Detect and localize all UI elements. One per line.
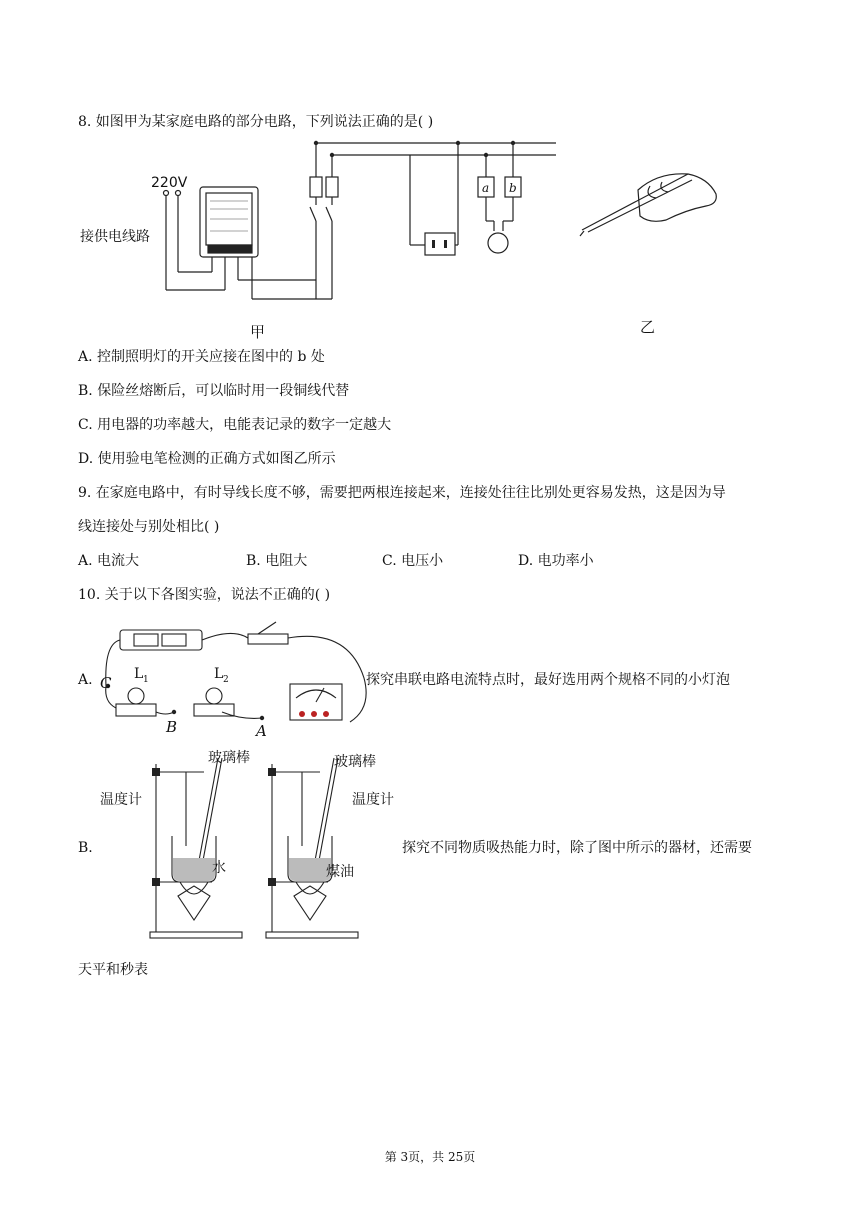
lamp-l1-label: L <box>134 666 144 682</box>
q10-option-b-text-line2: 天平和秒表 <box>78 962 148 978</box>
left-rod-label: 玻璃棒 <box>208 750 250 766</box>
point-a-label: A <box>256 722 267 740</box>
q9-option-a: A. 电流大 <box>78 553 140 569</box>
left-liquid-label: 水 <box>212 860 226 876</box>
switch-a-label: a <box>482 181 490 195</box>
q8-option-d: D. 使用验电笔检测的正确方式如图乙所示 <box>78 451 336 467</box>
q8-figure-jia <box>70 135 570 345</box>
lamp-l2-label: L <box>214 666 224 682</box>
figure-caption-yi: 乙 <box>640 318 656 336</box>
lamp-l2-subscript: 2 <box>223 675 229 685</box>
q10-option-a-text: 探究串联电路电流特点时，最好选用两个规格不同的小灯泡 <box>366 672 730 688</box>
lamp-l1-subscript: 1 <box>143 675 149 685</box>
q9-stem-line2: 线连接处与别处相比( ) <box>78 519 220 535</box>
right-thermometer-label: 温度计 <box>352 792 394 808</box>
q8-option-b: B. 保险丝熔断后，可以临时用一段铜线代替 <box>78 383 350 399</box>
q8-stem: 8. 如图甲为某家庭电路的部分电路，下列说法正确的是( ) <box>78 114 434 130</box>
figure-caption-jia: 甲 <box>250 323 266 341</box>
q10-option-a-label: A. <box>78 672 93 688</box>
point-c-label: C <box>100 674 112 692</box>
left-thermometer-label: 温度计 <box>100 792 142 808</box>
q8-option-c: C. 用电器的功率越大，电能表记录的数字一定越大 <box>78 417 392 433</box>
page-footer: 第 3页，共 25页 <box>384 1150 476 1164</box>
q10-series-circuit-figure <box>96 616 368 740</box>
voltage-label: 220V <box>151 175 188 191</box>
right-liquid-label: 煤油 <box>326 864 354 880</box>
q9-option-b: B. 电阻大 <box>246 553 308 569</box>
q10-stem: 10. 关于以下各图实验，说法不正确的( ) <box>78 587 331 603</box>
q10-option-b-text-line1: 探究不同物质吸热能力时，除了图中所示的器材，还需要 <box>402 840 752 856</box>
supply-label: 接供电线路 <box>80 229 150 245</box>
q9-stem-line1: 9. 在家庭电路中，有时导线长度不够，需要把两根连接起来，连接处往往比别处更容易发热，这是因为导 <box>78 485 726 501</box>
switch-b-label: b <box>509 181 517 195</box>
q8-figure-yi <box>578 160 728 340</box>
q9-option-c: C. 电压小 <box>382 553 444 569</box>
q10-heating-figure <box>100 746 400 946</box>
q8-option-a: A. 控制照明灯的开关应接在图中的 b 处 <box>78 349 325 365</box>
q10-option-b-label: B. <box>78 840 93 856</box>
right-rod-label: 玻璃棒 <box>334 754 376 770</box>
q9-option-d: D. 电功率小 <box>518 553 594 569</box>
point-b-label: B <box>166 718 178 736</box>
